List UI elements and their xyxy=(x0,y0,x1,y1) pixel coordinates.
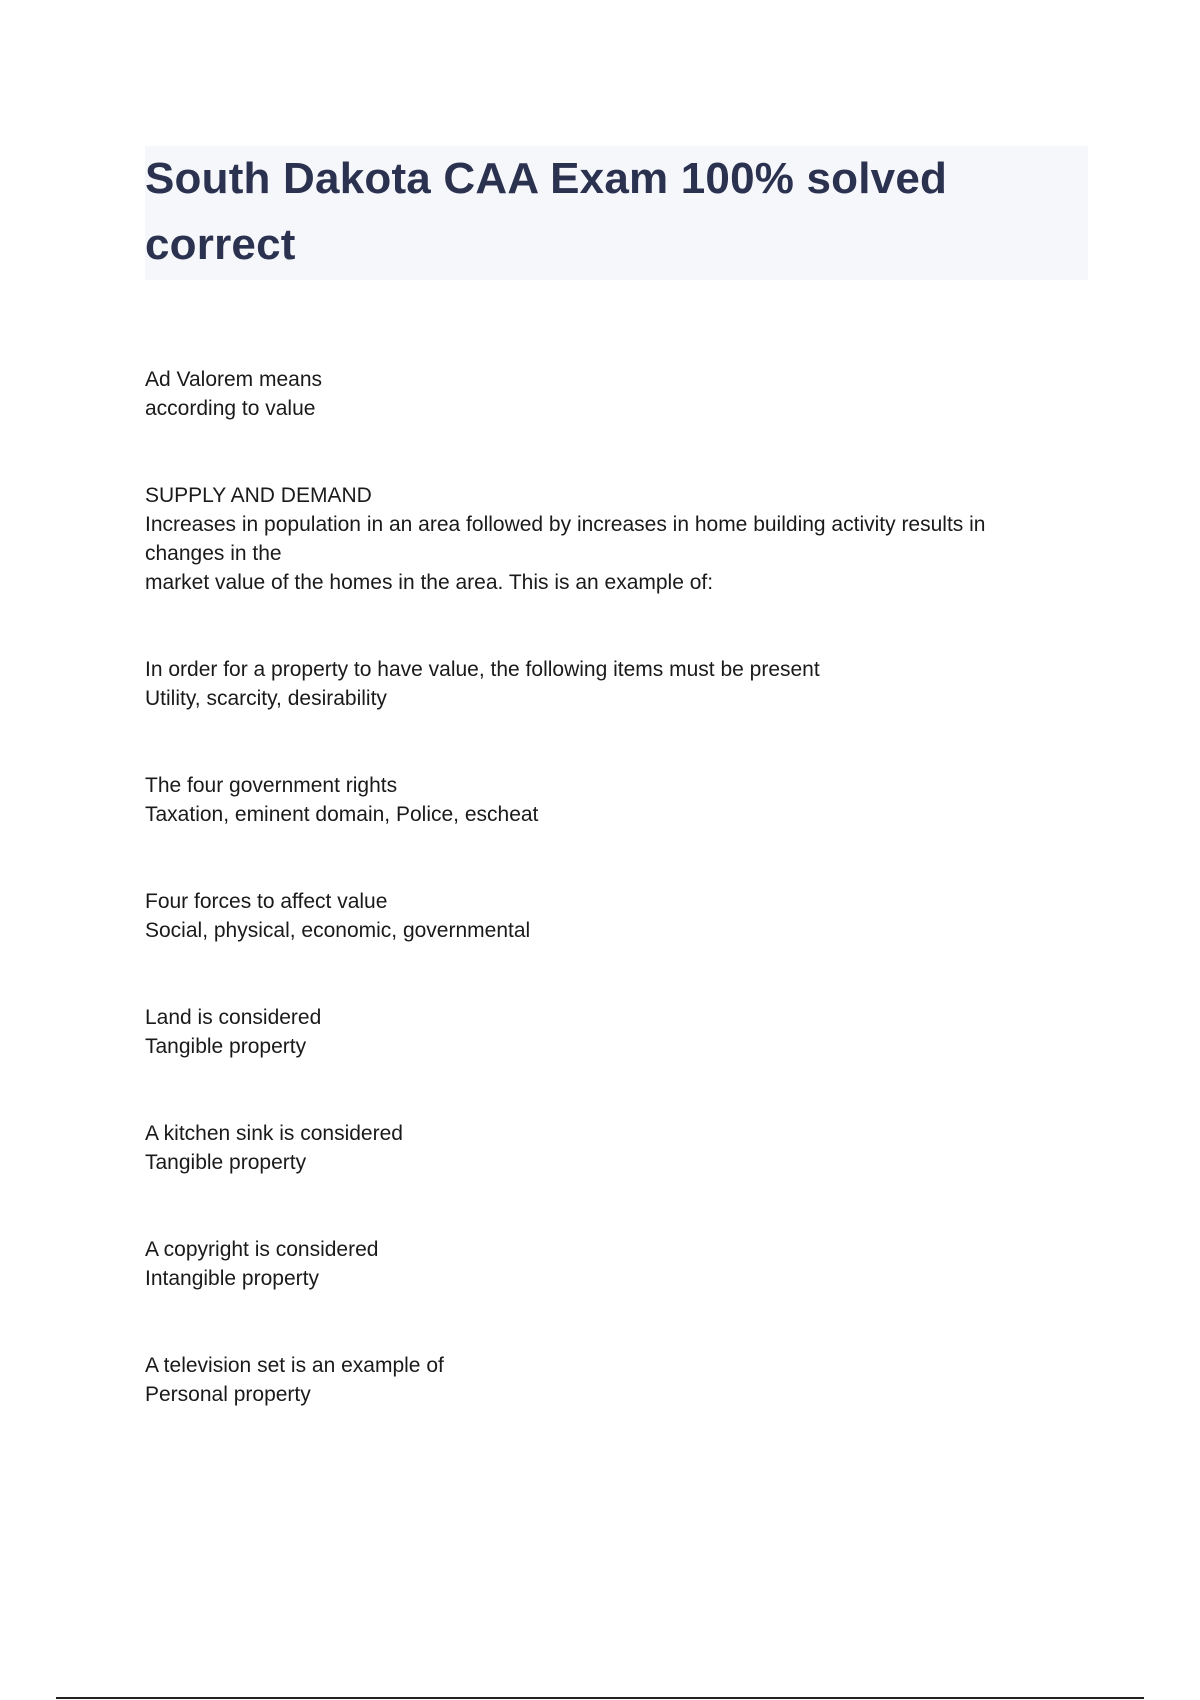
qa-item xyxy=(145,655,1065,713)
footer-divider xyxy=(56,1697,1144,1699)
page-title: South Dakota CAA Exam 100% solved correct xyxy=(145,154,948,269)
question-text: Four forces to affect value xyxy=(145,890,388,913)
answer-text: Taxation, eminent domain, Police, escheat xyxy=(145,803,539,826)
answer-text: Tangible property xyxy=(145,1151,307,1174)
qa-item xyxy=(145,887,1065,945)
answer-text: Intangible property xyxy=(145,1267,319,1290)
qa-item xyxy=(145,1003,1065,1061)
question-text: A television set is an example of xyxy=(145,1354,444,1377)
qa-item xyxy=(145,1119,1065,1177)
question-text: In order for a property to have value, the following items must be present xyxy=(145,658,820,681)
qa-item xyxy=(145,771,1065,829)
qa-list xyxy=(145,365,1065,1467)
title-banner xyxy=(145,146,1088,280)
question-text: A copyright is considered xyxy=(145,1238,379,1261)
answer-text: Increases in population in an area followed by increases in home building activity results in changes in the market value of the homes in the area. This is an example of: xyxy=(145,513,986,594)
question-text: The four government rights xyxy=(145,774,398,797)
answer-text: Personal property xyxy=(145,1383,311,1406)
qa-item xyxy=(145,1351,1065,1409)
question-text: SUPPLY AND DEMAND xyxy=(145,484,372,507)
question-text: Land is considered xyxy=(145,1006,322,1029)
answer-text: Social, physical, economic, governmental xyxy=(145,919,531,942)
qa-item xyxy=(145,1235,1065,1293)
qa-item xyxy=(145,365,1065,423)
answer-text: Tangible property xyxy=(145,1035,307,1058)
question-text: A kitchen sink is considered xyxy=(145,1122,403,1145)
answer-text: Utility, scarcity, desirability xyxy=(145,687,387,710)
qa-item xyxy=(145,481,1065,597)
answer-text: according to value xyxy=(145,397,316,420)
question-text: Ad Valorem means xyxy=(145,368,323,391)
